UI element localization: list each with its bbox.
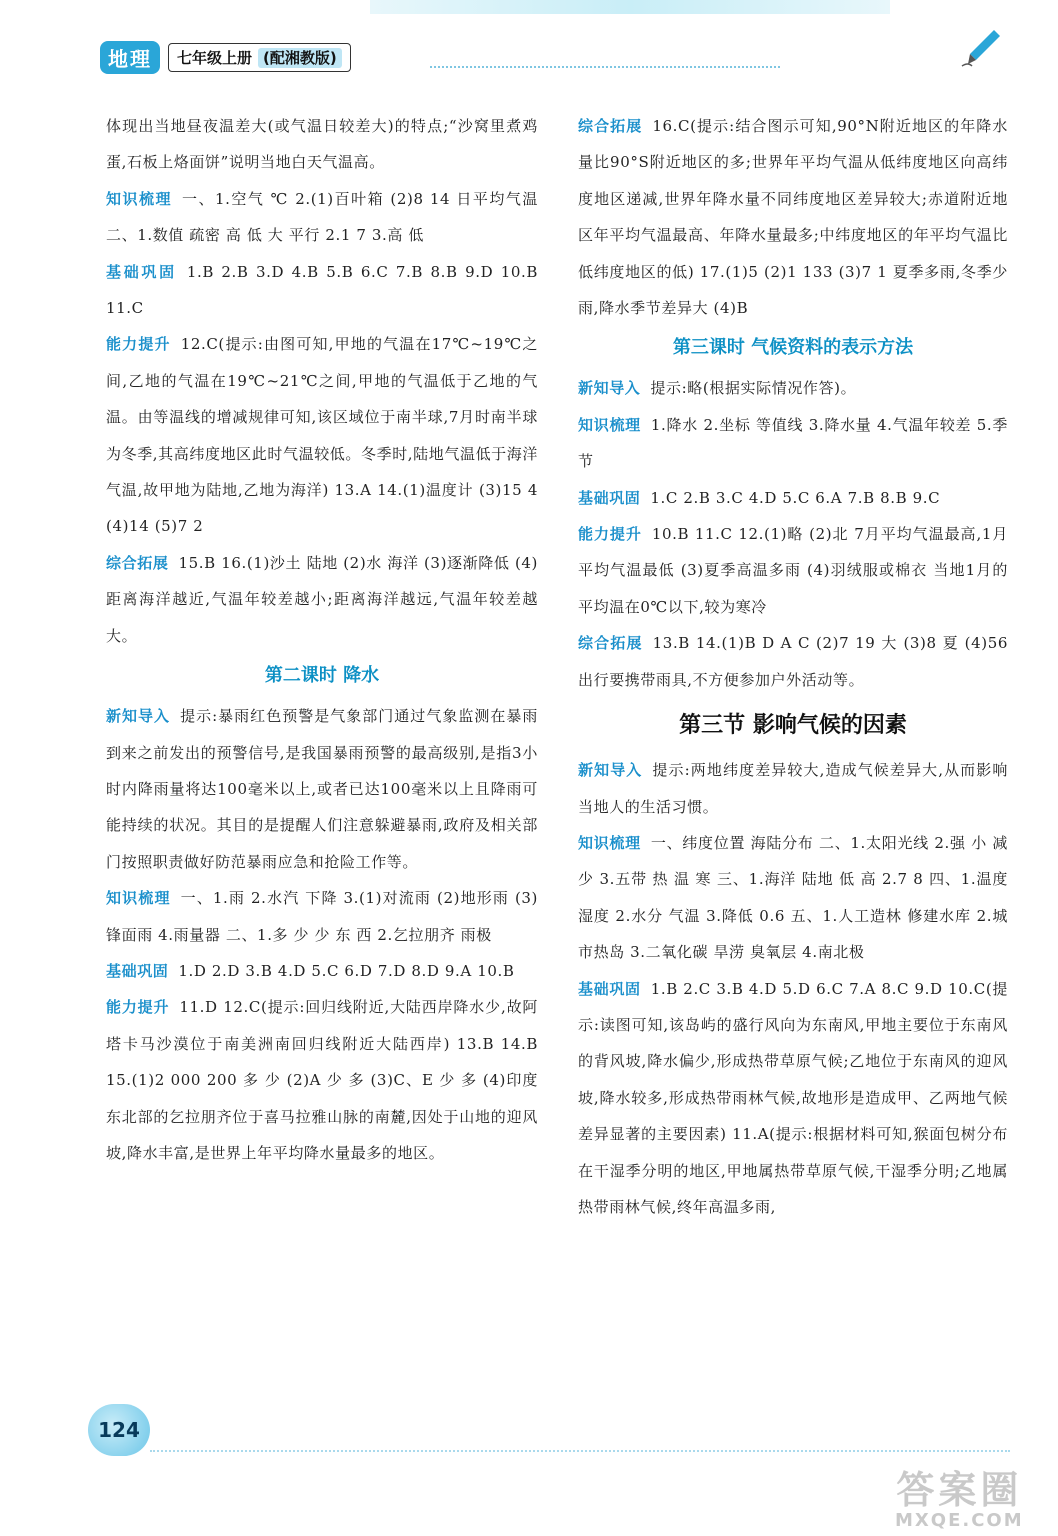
right-paragraph: 新知导入 提示:两地纬度差异较大,造成气候差异大,从而影响当地人的生活习惯。 bbox=[578, 761, 1008, 816]
section-tag: 知识梳理 bbox=[578, 415, 641, 434]
right-column bbox=[578, 108, 1008, 1225]
section-tag: 新知导入 bbox=[106, 707, 171, 726]
section-tag: 新知导入 bbox=[578, 761, 643, 780]
right-paragraph: 知识梳理 1.降水 2.坐标 等值线 3.降水量 4.气温年较差 5.季节 bbox=[578, 415, 1009, 471]
left-paragraph: 基础巩固 1.D 2.D 3.B 4.D 5.C 6.D 7.D 8.D 9.A 10.B bbox=[106, 961, 515, 980]
section-tag: 综合拓展 bbox=[578, 634, 643, 653]
section-tag: 知识梳理 bbox=[106, 889, 171, 908]
section-tag: 基础巩固 bbox=[578, 488, 641, 507]
right-paragraph: 基础巩固 1.B 2.C 3.B 4.D 5.D 6.C 7.A 8.C 9.D 10.C(提示:读图可知,该岛屿的盛行风向为东南风,甲地主要位于东南风的背风坡,降水偏少,形成热带草原气候;乙地位于东南风的迎风坡,降水较多,形成热带雨林气候,故地形是造成甲、乙两地气候差异显著的主要因素) 11.A(提示:根据材料可知,猴面包树分布在干湿季分明的地区,甲地属热带草原气候,干湿季分明;乙地属热带雨林气候,终年高温多雨, bbox=[578, 979, 1008, 1216]
edition-label: (配湘教版) bbox=[258, 48, 342, 68]
top-decoration-bar bbox=[370, 0, 890, 14]
left-paragraph: 综合拓展 15.B 16.(1)沙土 陆地 (2)水 海洋 (3)逐渐降低 (4)距离海洋越近,气温年较差越小;距离海洋越远,气温年较差越大。 bbox=[106, 553, 538, 645]
right-paragraph: 综合拓展 13.B 14.(1)B D A C (2)7 19 大 (3)8 夏 (4)56 出行要携带雨具,不方便参加户外活动等。 bbox=[578, 634, 1009, 689]
section-tag: 能力提升 bbox=[106, 335, 171, 354]
section-tag: 知识梳理 bbox=[106, 189, 172, 208]
section-tag: 知识梳理 bbox=[578, 833, 641, 852]
lesson-title: 第二课时 降水 bbox=[264, 665, 380, 687]
right-paragraph: 基础巩固 1.C 2.B 3.C 4.D 5.C 6.A 7.B 8.B 9.C bbox=[578, 488, 941, 507]
section-tag: 能力提升 bbox=[106, 998, 170, 1017]
section-tag: 综合拓展 bbox=[106, 553, 169, 572]
right-paragraph: 知识梳理 一、纬度位置 海陆分布 二、1.太阳光线 2.强 小 减少 3.五带 热 温 寒 三、1.海洋 陆地 低 高 2.7 8 四、1.温度 湿度 2.水分 气温 3.降低 0.6 五、1.人工造林 修建水库 2.城市热岛 3.二氧化碳 旱涝 臭氧层 4.南北极 bbox=[578, 833, 1009, 962]
section-tag: 基础巩固 bbox=[106, 262, 177, 281]
right-paragraph: 能力提升 10.B 11.C 12.(1)略 (2)北 7月平均气温最高,1月平均气温最低 (3)夏季高温多雨 (4)羽绒服或棉衣 当地1月的平均温在0℃以下,较为寒冷 bbox=[578, 525, 1008, 616]
pen-icon bbox=[960, 26, 1004, 70]
page-number: 124 bbox=[88, 1404, 150, 1456]
left-paragraph: 能力提升 11.D 12.C(提示:回归线附近,大陆西岸降水少,故阿塔卡马沙漠位于南美洲南回归线附近大陆西岸) 13.B 14.B 15.(1)2 000 200 多 少 (2)A 少 多 (3)C、E 少 多 (4)印度东北部的乞拉朋齐位于喜马拉雅山脉的南麓,因处于山地的迎风坡,降水丰富,是世界上年平均降水量最多的地区。 bbox=[106, 998, 539, 1162]
header-dotted-line bbox=[430, 66, 780, 68]
left-paragraph: 知识梳理 一、1.空气 ℃ 2.(1)百叶箱 (2)8 14 日平均气温 二、1.数值 疏密 高 低 大 平行 2.1 7 3.高 低 bbox=[106, 189, 538, 245]
section-tag: 综合拓展 bbox=[578, 117, 643, 135]
left-paragraph: 新知导入 提示:暴雨红色预警是气象部门通过气象监测在暴雨到来之前发出的预警信号,是我国暴雨预警的最高级别,是指3小时内降雨量将达100毫米以上,或者已达100毫米以上且降雨可能持续的状况。其目的是提醒人们注意躲避暴雨,政府及相关部门按照职责做好防范暴雨应急和抢险工作等。 bbox=[106, 707, 539, 871]
right-paragraph: 新知导入 提示:略(根据实际情况作答)。 bbox=[578, 379, 857, 398]
left-paragraph: 知识梳理 一、1.雨 2.水汽 下降 3.(1)对流雨 (2)地形雨 (3)锋面雨 4.雨量器 二、1.多 少 少 东 西 2.乞拉朋齐 雨极 bbox=[106, 889, 538, 944]
left-paragraph: 体现出当地昼夜温差大(或气温日较差大)的特点;“沙窝里煮鸡蛋,石板上烙面饼”说明当地白天气温高。 bbox=[106, 117, 538, 172]
subject-label: 地理 bbox=[100, 41, 160, 74]
section-tag: 能力提升 bbox=[578, 525, 642, 544]
lesson-title: 第三课时 气候资料的表示方法 bbox=[672, 337, 914, 359]
footer-dotted-line bbox=[150, 1450, 1010, 1452]
left-paragraph: 基础巩固 1.B 2.B 3.D 4.B 5.B 6.C 7.B 8.B 9.D 10.B 11.C bbox=[106, 262, 538, 318]
section-tag: 新知导入 bbox=[578, 379, 641, 398]
section-title: 第三节 影响气候的因素 bbox=[679, 712, 907, 739]
watermark: 答案圈 MXQE.COM bbox=[895, 1468, 1024, 1531]
left-column bbox=[106, 108, 538, 1171]
left-paragraph: 能力提升 12.C(提示:由图可知,甲地的气温在17℃~19℃之间,乙地的气温在19℃~21℃之间,甲地的气温低于乙地的气温。由等温线的增减规律可知,该区域位于南半球,7月时南半球为冬季,其高纬度地区此时气温较低。冬季时,陆地气温低于海洋气温,故甲地为陆地,乙地为海洋) 13.A 14.(1)温度计 (3)15 4 (4)14 (5)7 2 bbox=[106, 335, 538, 536]
section-tag: 基础巩固 bbox=[578, 979, 641, 998]
page-header bbox=[100, 40, 351, 74]
right-paragraph: 综合拓展 16.C(提示:结合图示可知,90°N附近地区的年降水量比90°S附近地区的多;世界年平均气温从低纬度地区向高纬度地区递减,世界年降水量不同纬度地区差异较大;赤道附近地区年平均气温最高、年降水量最多;中纬度地区的年平均气温比低纬度地区的低) 17.(1)5 (2)1 133 (3)7 1 夏季多雨,冬季少雨,降水季节差异大 (4)B bbox=[578, 117, 1008, 318]
section-tag: 基础巩固 bbox=[106, 961, 169, 980]
grade-label: 七年级上册 (配湘教版) bbox=[168, 43, 351, 72]
